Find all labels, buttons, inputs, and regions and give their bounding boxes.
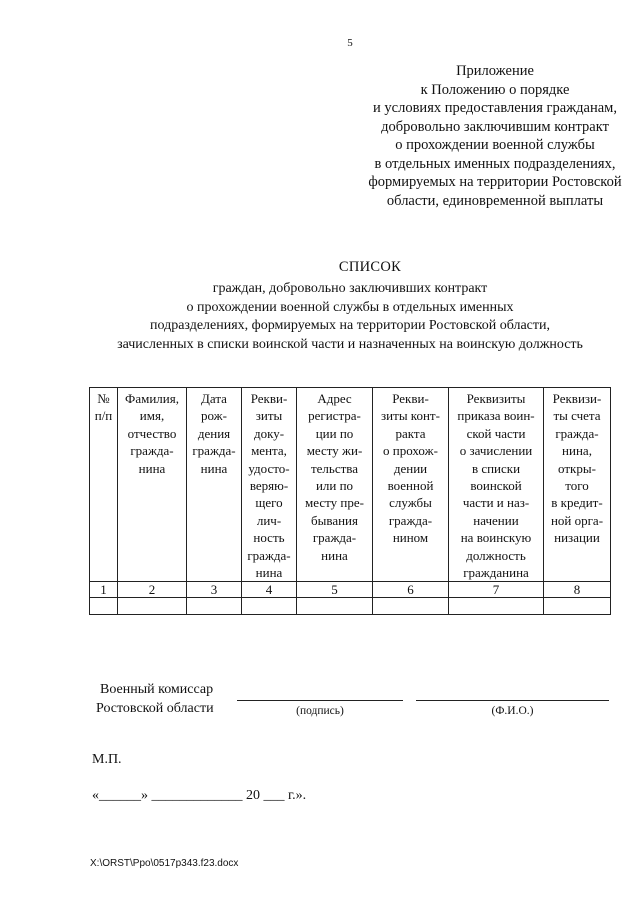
column-number: 1: [90, 582, 118, 598]
list-subtitle: [30, 280, 640, 354]
table-header-row: [90, 388, 611, 582]
signature-caption: (подпись): [296, 705, 344, 717]
list-title: СПИСОК: [338, 259, 402, 275]
appendix-line: к Положению о порядке: [420, 81, 570, 98]
appendix-line: в отдельных именных подразделениях,: [374, 155, 616, 172]
citizens-table: [89, 387, 611, 615]
subtitle-line: зачисленных в списки воинской части и назначенных на воинскую должность: [117, 336, 583, 352]
table-row: [90, 598, 611, 615]
column-number: 7: [449, 582, 544, 598]
column-number: 2: [118, 582, 187, 598]
empty-cell: [544, 598, 611, 615]
file-path-footer: X:\ORST\Ppo\0517p343.f23.docx: [90, 858, 239, 869]
column-number-row: [90, 582, 611, 598]
appendix-line: о прохождении военной службы: [395, 137, 595, 153]
empty-cell: [187, 598, 242, 615]
empty-cell: [242, 598, 297, 615]
column-number: 3: [187, 582, 242, 598]
date-line: «______» _____________ 20 ___ г.».: [92, 788, 307, 803]
empty-cell: [90, 598, 118, 615]
appendix-heading: [330, 62, 640, 210]
column-number: 6: [373, 582, 449, 598]
signature-title: Военный комиссар: [100, 682, 214, 697]
appendix-line: и условиях предоставления гражданам,: [373, 100, 617, 116]
signature-line: [237, 700, 403, 701]
header-order: Реквизиты приказа воин- ской части о зачислении в списки воинской части и наз- начении на воинскую должность гражданина: [449, 388, 544, 582]
signature-block: [96, 681, 214, 718]
appendix-line: формируемых на территории Ростовской: [368, 174, 622, 190]
header-number: № п/п: [90, 388, 118, 582]
stamp-place: М.П.: [92, 752, 122, 767]
header-address: Адрес регистра- ции по месту жи- тельства или по месту пре- бывания гражда- нина: [297, 388, 373, 582]
page-number: 5: [347, 37, 353, 49]
subtitle-line: о прохождении военной службы в отдельных именных: [186, 299, 514, 315]
header-bank-account: Реквизи- ты счета гражда- нина, откры- того в кредит- ной орга- низации: [544, 388, 611, 582]
header-contract: Рекви- зиты конт- ракта о прохож- дении военной службы гражда- нином: [373, 388, 449, 582]
appendix-line: добровольно заключившим контракт: [381, 118, 609, 135]
appendix-line: Приложение: [456, 63, 534, 79]
empty-cell: [449, 598, 544, 615]
column-number: 5: [297, 582, 373, 598]
empty-cell: [297, 598, 373, 615]
signature-region: Ростовской области: [96, 700, 214, 716]
column-number: 8: [544, 582, 611, 598]
name-line: [416, 700, 609, 701]
subtitle-line: подразделениях, формируемых на территории Ростовской области,: [150, 318, 550, 333]
subtitle-line: граждан, добровольно заключивших контракт: [212, 281, 488, 296]
header-full-name: Фамилия, имя, отчество гражда- нина: [118, 388, 187, 582]
appendix-line: области, единовременной выплаты: [386, 192, 604, 209]
empty-cell: [118, 598, 187, 615]
header-birth-date: Дата рож- дения гражда- нина: [187, 388, 242, 582]
header-identity-document: Рекви- зиты доку- мента, удосто- веряю- щего лич- ность гражда- нина: [242, 388, 297, 582]
column-number: 4: [242, 582, 297, 598]
empty-cell: [373, 598, 449, 615]
name-caption: (Ф.И.О.): [491, 705, 534, 717]
